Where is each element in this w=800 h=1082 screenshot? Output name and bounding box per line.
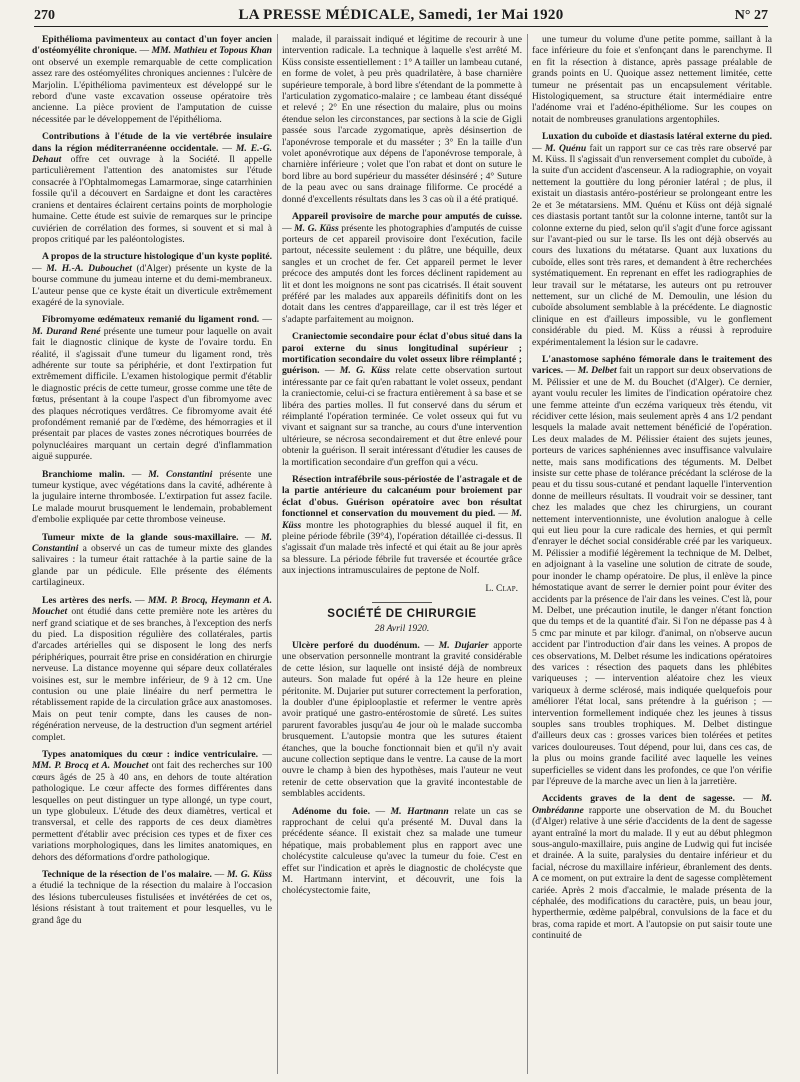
article-title: Résection intrafébrile sous-périostée de l'astragale et de la partie antérieure du calcanéum pour broiement par éclat d'obus. Guérison opératoire avec bon résultat fonctionnel et conservation du mouvement du pied. bbox=[282, 474, 522, 520]
article-paragraph: Luxation du cuboïde et diastasis latéral externe du pied. — M. Quénu fait un rapport sur ce cas très rare observé par M. Küss. Il s'agissait d'un renversement complet du cuboïde, à la suite d'un accident d'ascenseur. A la radiographie, on voyait nettement la gouttière du long péronier latéral ; de plus, il existait un diastasis antéro-postérieur se prolongeant entre les 2e et 3e métatarsiens. MM. Quénu et Küss ont déjà signalé ces diastasis portant tantôt sur la colonne interne, tantôt sur la colonne externe du pied, selon qu'il s'agit d'une force agissant sur l'avant-pied ou sur le tarse. Ils les ont déjà observés au cours des luxations du métatarse. Quant aux luxations du cuboïde, elles sont très rares, et demandent à être recherchées systématiquement. En reprenant en effet les radiographies de leur travail sur le métatarse, les auteurs ont pu retrouver nettement, sur un cliché de M. Demoulin, une lésion du cuboïde absolument semblable à la précédente. Le diagnostic clinique en est d'ailleurs impossible, vu le gonflement considérable du pied. M. Küss a réussi à reproduire expérimentalement la lésion sur le cadavre. bbox=[532, 131, 772, 348]
article-text: ont observé un exemple remarquable de cette complication assez rare des ostéomyélites chroniques anciennes : l'ulcère de Marjolin. L'épithélioma pavimenteux est développé sur le rebord d'une vaste excavation osseuse opératoire très ancienne. La pièce provient de l'amputation de cuisse nécessitée par le développement de l'épithélioma. bbox=[32, 56, 272, 125]
column-1 bbox=[32, 34, 272, 1080]
article-text: présente une tumeur kystique, avec végétations dans la cavité, adhérente à la jugulaire interne thrombosée. L'extirpation fut assez facile. Le malade mourut brusquement le lendemain, probablement d'embolie expliquée par cette thrombose veineuse. bbox=[32, 468, 272, 526]
article-text: a étudié la technique de la résection du malaire à l'occasion des lésions tuberculeuses fistulisées et invétérées de cet os, lésions résistant à tout traitement et pour lesquelles, vu le grand âge du bbox=[32, 880, 272, 926]
article bbox=[282, 331, 522, 468]
header-rule bbox=[34, 26, 768, 27]
article bbox=[532, 34, 772, 125]
article-title: Contributions à l'étude de la vie vertébrée insulaire dans la région méditerranéenne occidentale. bbox=[32, 131, 272, 154]
article-paragraph: Résection intrafébrile sous-périostée de l'astragale et de la partie antérieure du calcanéum pour broiement par éclat d'obus. Guérison opératoire avec bon résultat fonctionnel et conservation du mouvement du pied. — M. Küss montre les photographies du blessé auquel il fit, en pleine période fébrile (39°4), l'opération détaillée ci-dessus. Il s'agissait d'un malade très infecté et qui était au 8e jour après sa blessure. La période fébrile fut traversée et écourtée grâce aux injections intramusculaires de peptone de Nolf. bbox=[282, 474, 522, 577]
article-paragraph: Ulcère perforé du duodénum. — M. Dujarier apporte une observation personnelle montrant la gravité considérable de cette lésion, sur laquelle ont insisté déjà de nombreux auteurs. Son malade fut opéré à la 12e heure en pleine péritonite. M. Dujarier put suturer correctement la perforation, la doubler d'une épiplooplastie et refermer le ventre après avoir pratiqué une gastro-entérostomie de sûreté. Les suites parurent favorables jusqu'au 4e jour où le malade succomba brusquement. L'autopsie montra que les sutures étaient étanches, que la bouche fonctionnait bien et qu'il n'y avait aucune collection septique dans le ventre. La cause de la mort ouvre le champ à bien des hypothèses, mais l'auteur ne veut retenir de cette observation que la gravité incontestable de semblables accidents. bbox=[282, 639, 522, 800]
article bbox=[32, 34, 272, 125]
article-paragraph: Fibromyome œdémateux remanié du ligament rond. — M. Durand René présente une tumeur pour laquelle on avait fait le diagnostic clinique de kyste de l'ovaire tordu. En réalité, il s'agissait d'une tumeur du ligament rond, très adhérente sur toute sa périphérie, et dont l'extirpation fut extrêmement difficile. L'examen histologique permit d'établir le diagnostic précis de cette tumeur, grosse comme une tête de fœtus, présentant à la coupe l'aspect d'un fibromyome avec des plaques nécrotiques verdâtres. Ce fibromyome avait été profondément remanié par de l'œdème, des hémorragies et il présentait par places de vastes zones nécrotiques bourrées de polynucléaires marquant un certain degré d'inflammation aiguë suppurée. bbox=[32, 314, 272, 463]
article-authors: M. G. Küss bbox=[294, 222, 339, 234]
article-paragraph: Epithélioma pavimenteux au contact d'un foyer ancien d'ostéomyélite chronique. — MM. Mathieu et Topous Khan ont observé un exemple remarquable de cette complication assez rare des ostéomyélites chroniques anciennes : l'ulcère de Marjolin. L'épithélioma pavimenteux est développé sur le rebord d'une vaste excavation osseuse opératoire très ancienne. La pièce provient de l'amputation de cuisse nécessitée par le développement de l'épithélioma. bbox=[32, 34, 272, 125]
article-paragraph: Branchiome malin. — M. Constantini présente une tumeur kystique, avec végétations dans la cavité, adhérente à la jugulaire interne thrombosée. L'extirpation fut assez facile. Le malade mourut brusquement le lendemain, probablement d'embolie expliquée par cette thrombose veineuse. bbox=[32, 468, 272, 526]
article-authors: M. Küss bbox=[282, 508, 522, 531]
article-authors: M. G. Küss bbox=[227, 869, 272, 881]
article-paragraph: Accidents graves de la dent de sagesse. — M. Ombrédanne rapporte une observation de M. du Bouchet (d'Alger) relative à une série d'accidents de la dent de sagesse ayant entraîné la mort du malade. Il y eut au début phlegmon sous-angulo-maxillaire, puis angine de Ludwig qui fut incisée et drainée. A la suite, paralysies du dentaire inférieur et du facial, nécrose du maxillaire inférieur, ébranlement des dents. A ce moment, on put extraire la dent de sagesse complètement cariée. Après 2 mois d'accalmie, le malade présenta de la céphalée, des modifications du caractère, puis, un beau jour, hyperthermie, œdème palpébral, convulsions de la face et du bras, coma rapide et mort. A l'autopsie on put saisir toute une continuité de bbox=[532, 793, 772, 942]
article-text: montre les photographies du blessé auquel il fit, en pleine période fébrile (39°4), l'opération détaillée ci-dessus. Il s'agissait d'un malade très infecté et qui était au 8e jour après sa blessure. La période fébrile fut traversée et écourtée grâce aux injections intramusculaires de peptone de Nolf. bbox=[282, 519, 522, 577]
article-text: fait un rapport sur deux observations de M. Pélissier et une de M. du Bouchet (d'Alger). Ce dernier, ayant voulu reculer les limites de l'indication opératoire chez une femme atteinte d'un eczéma variqueux très étendu, vit récidiver cette lésion, mais seulement après 4 ans 1/2 pendant lesquels la malade avait nettement bénéficié de l'opération. Les deux malades de M. Pélissier étaient des sujets jeunes, porteurs de varices saphéniennes avec insuffisance valvulaire nette, mais sans modifications des téguments. M. Delbet insiste sur cette phase de tolérance précédant la sclérose de la peau et du tissu sous-cutané et pendant laquelle l'intervention donne de meilleurs résultats. Il voudrait voir se dessiner, tant chez les malades que chez les chirurgiens, un courant nettement interventionniste, une évolution analogue à celle qui eut lieu pour la cure radicale des hernies, et qui permît d'enrayer le déchet social considérable créé par les variqueux. M. Pélissier a modifié légèrement la technique de M. Delbet, en adjoignant à la vaseline une solution de citrate de soude, pour inonder le champ opératoire. De plus, il enlève la pince hémostatique avant de serrer le dernier point pour éviter des accidents par la présence de l'air dans les veines. C'est là, pour M. Delbet, une précaution inutile, le danger n'étant fonction que du temps et de la quantité d'air. Si l'on ne dépasse pas 4 à 5 cmc par minute et par kilogr. d'animal, on n'observe aucun accident par l'introduction d'air dans les veines. A propos de ces observations, M. Delbet résume les indications opératoires des varices : résection des paquets dans les phlébites variqueuses ; — intervention aléatoire chez les vieux variqueux à derme sclérosé, mais indiquée quelquefois pour améliorer l'état local, sans prétendre à la guérison ; — intervention formellement indiquée chez les jeunes à tissus souples sans troubles trophiques. M. Delbet distingue d'ailleurs deux cas : grosses varices bien tolérées et petites varices douloureuses. Tout dépend, pour lui, dans ces cas, de la plus ou moins grande facilité avec laquelle les veines superficielles se vident dans les profondes, ce que l'on vérifie par l'épreuve de la marche avec un lien à la jarretière. bbox=[532, 365, 772, 787]
article bbox=[282, 640, 522, 800]
article-title: Ulcère perforé du duodénum. bbox=[292, 639, 420, 651]
article-authors: MM. Mathieu et Topous Khan bbox=[151, 45, 272, 57]
section-title: SOCIÉTÉ DE CHIRURGIE bbox=[327, 608, 477, 621]
article bbox=[282, 34, 522, 205]
article-title: Epithélioma pavimenteux au contact d'un foyer ancien d'ostéomyélite chronique. bbox=[32, 34, 272, 57]
article-authors: M. H.-A. Dubouchet bbox=[46, 262, 132, 274]
article-authors: M. G. Küss bbox=[339, 365, 390, 377]
article bbox=[282, 211, 522, 325]
article-title: Craniectomie secondaire pour éclat d'obus situé dans la paroi externe du sinus longitudinal supérieur ; mortification secondaire du volet osseux libre réimplanté ; guérison. bbox=[282, 331, 522, 377]
article-paragraph: Les artères des nerfs. — MM. P. Brocq, Heymann et A. Mouchet ont étudié dans cette première note les artères du nerf grand sciatique et de ses branches, à l'exception des nerfs du pied. La disposition régulière des collatérales, partis d'arcades artérielles qui se disposent le long des nerfs périphériques, pourrait être prise en considération en chirurgie nerveuse. La distance moyenne qui sépare deux collatérales voisines est, sur le membre inférieur, de 9 à 12 cm. Une contusion ou une plaie linéaire du nerf permettra le rétablissement rapide de la circulation grâce aux anastomoses. Mais on peut tenir compte, dans les causes de non-régénération nerveuse, de la destruction d'un segment artériel complet. bbox=[32, 594, 272, 743]
column-divider bbox=[277, 34, 278, 1074]
article-authors: M. Delbet bbox=[577, 365, 617, 377]
article bbox=[282, 474, 522, 577]
article-authors: M. Constantini bbox=[148, 468, 213, 480]
article-paragraph: Types anatomiques du cœur : indice ventriculaire. — MM. P. Brocq et A. Mouchet ont fait des recherches sur 100 cœurs âgés de 25 à 40 ans, en dehors de toute altération pathologique. Le cœur affecte des formes différentes dans lesquelles on peut distinguer un type allongé, un type court, un type globuleux. L'étude des deux diamètres, vertical et transversal, et celle des rapports de ces deux diamètres permettent d'établir avec précision ces types et de fixer ces variations morphologiques, dans les limites anatomiques, en dehors des déformations d'ordre pathologique. bbox=[32, 748, 272, 863]
article-title: Les artères des nerfs. bbox=[42, 594, 132, 606]
article bbox=[32, 869, 272, 926]
article bbox=[532, 354, 772, 787]
article-paragraph bbox=[282, 34, 522, 205]
article-paragraph: Tumeur mixte de la glande sous-maxillaire. — M. Constantini a observé un cas de tumeur mixte des glandes salivaires : la tumeur était rattachée à la partie saine de la glande par un pédicule. Elle présente des éléments cartilagineux. bbox=[32, 531, 272, 589]
article-title: Types anatomiques du cœur : indice ventriculaire. bbox=[42, 748, 259, 760]
article bbox=[532, 793, 772, 941]
article-text: (d'Alger) présente un kyste de la bourse commune du jumeau interne et du demi-membraneux. L'auteur pense que ce kyste était un diverticule extrêmement exagéré de la synoviale. bbox=[32, 262, 272, 308]
article bbox=[32, 749, 272, 863]
article-authors: M. E.-G. Dehaut bbox=[32, 142, 272, 166]
article-paragraph: L'anastomose saphéno fémorale dans le traitement des varices. — M. Delbet fait un rapport sur deux observations de M. Pélissier et une de M. du Bouchet (d'Alger). Ce dernier, ayant voulu reculer les limites de l'indication opératoire chez une femme atteinte d'un eczéma variqueux très étendu, vit récidiver cette lésion, mais seulement après 4 ans 1/2 pendant lesquels la malade avait nettement bénéficié de l'opération. Les deux malades de M. Pélissier étaient des sujets jeunes, porteurs de varices saphéniennes avec insuffisance valvulaire nette, mais sans modifications des téguments. M. Delbet insiste sur cette phase de tolérance précédant la sclérose de la peau et du tissu sous-cutané et pendant laquelle l'intervention donne de meilleurs résultats. Il voudrait voir se dessiner, tant chez les malades que chez les chirurgiens, un courant nettement interventionniste, une évolution analogue à celle qui eut lieu pour la cure radicale des hernies, et qui permît d'enrayer le déchet social considérable créé par les variqueux. M. Pélissier a modifié légèrement la technique de M. Delbet, en adjoignant à la vaseline une solution de citrate de soude, pour inonder le champ opératoire. De plus, il enlève la pince hémostatique avant de serrer le dernier point pour éviter des accidents par la présence de l'air dans les veines. C'est là, pour M. Delbet, une précaution inutile, le danger n'étant fonction que du temps et de la quantité d'air. Si l'on ne dépasse pas 4 à 5 cmc par minute et par kilogr. d'animal, on n'observe aucun accident par l'introduction d'air dans les veines. A propos de ces observations, M. Delbet résume les indications opératoires des varices : résection des paquets dans les phlébites variqueuses ; — intervention aléatoire chez les vieux variqueux à derme sclérosé, mais indiquée quelquefois pour améliorer l'état local, sans prétendre à la guérison ; — intervention formellement indiquée chez les jeunes à tissus souples sans troubles trophiques. M. Delbet distingue d'ailleurs deux cas : grosses varices bien tolérées et petites varices douloureuses. Tout dépend, pour lui, dans ces cas, de la plus ou moins grande facilité avec laquelle les veines superficielles se vident dans les profondes, ce que l'on vérifie par l'épreuve de la marche avec un lien à la jarretière. bbox=[532, 353, 772, 787]
column-3 bbox=[532, 34, 772, 1080]
article bbox=[282, 806, 522, 897]
article-text: fait un rapport sur ce cas très rare observé par M. Küss. Il s'agissait d'un renversement complet du cuboïde, à la suite d'un accident d'ascenseur. A la radiographie, on voyait nettement la gouttière du long péronier latéral ; de plus, il existait un diastasis antéro-postérieur se prolongeant entre les 2e et 3e métatarsiens. MM. Quénu et Küss ont déjà signalé ces diastasis portant tantôt sur la colonne interne, tantôt sur la colonne externe du pied, selon qu'il s'agit d'une force agissant sur l'avant-pied ou sur le tarse. Ils les ont déjà observés au cours des luxations du métatarse. Quant aux luxations du cuboïde, elles sont très rares, et demandent à être recherchées systématiquement. En reprenant en effet les radiographies de leur travail sur le métatarse, les auteurs ont pu retrouver nettement, sur un cliché de M. Demoulin, une lésion du cuboïde absolument semblable à la précédente. Le diagnostic clinique en est d'ailleurs impossible, vu le gonflement considérable du pied. M. Küss a réussi à reproduire expérimentalement la lésion sur le cadavre. bbox=[532, 142, 772, 348]
signature: L. Clap. bbox=[485, 582, 518, 594]
page-number: 270 bbox=[34, 8, 55, 23]
article-title: L'anastomose saphéno fémorale dans le traitement des varices. bbox=[532, 353, 772, 377]
issue-number: N° 27 bbox=[734, 8, 768, 23]
column-divider bbox=[527, 34, 528, 1074]
article-text: apporte une observation personnelle montrant la gravité considérable de cette lésion, sur laquelle ont insisté déjà de nombreux auteurs. Son malade fut opéré à la 12e heure en pleine péritonite. M. Dujarier put suturer correctement la perforation, la doubler d'une épiplooplastie et refermer le ventre après avoir pratiqué une gastro-entérostomie de sûreté. Les suites parurent favorables jusqu'au 4e jour où le malade succomba brusquement. L'autopsie montra que les sutures étaient étanches, que la bouche fonctionnait bien et qu'il n'y avait aucune collection septique dans le ventre. La cause de la mort ouvre le champ à bien des hypothèses, mais l'auteur ne veut retenir de cette observation que la gravité incontestable de semblables accidents. bbox=[282, 639, 522, 800]
article-text: présente une tumeur pour laquelle on avait fait le diagnostic clinique de kyste de l'ovaire tordu. En réalité, il s'agissait d'une tumeur du ligament rond, très adhérente sur toute sa périphérie, et dont l'extirpation fut extrêmement difficile. L'examen histologique permit d'établir le diagnostic précis de cette tumeur, grosse comme une tête de fœtus, présentant à la coupe l'aspect d'un fibromyome avec des plaques nécrotiques verdâtres. Ce fibromyome avait été profondément remanié par de l'œdème, des hémorragies et il présentait par places de vastes zones nécrotiques bourrées de polynucléaires marquant un certain degré d'inflammation aiguë suppurée. bbox=[32, 325, 272, 463]
article-authors: MM. P. Brocq et A. Mouchet bbox=[32, 760, 149, 772]
article-authors: M. Constantini bbox=[32, 531, 272, 555]
article bbox=[32, 251, 272, 308]
article-paragraph: Contributions à l'étude de la vie vertébrée insulaire dans la région méditerranéenne occidentale. — M. E.-G. Dehaut offre cet ouvrage à la Société. Il appelle particulièrement l'attention des anatomistes sur l'étude consacrée à l'Ophtalmomegas Lamarmorae, singe catarrhinien fossile qu'il a découvert en Sardaigne et dont les caractères craniens et dentaires éclairent certains points de morphologie humaine. Cette étude est suivie de remarques sur le principe cuviérien de corrélation des formes, si souvent et si mal à propos critiqué par les paléontologistes. bbox=[32, 131, 272, 245]
article-authors: M. Ombrédanne bbox=[532, 793, 772, 816]
article-title: Tumeur mixte de la glande sous-maxillaire. bbox=[42, 531, 239, 543]
article-paragraph: Craniectomie secondaire pour éclat d'obus situé dans la paroi externe du sinus longitudinal supérieur ; mortification secondaire du volet osseux libre réimplanté ; guérison. — M. G. Küss relate cette observation surtout intéressante par ce fait qu'en rabattant le volet osseux, pendant la craniectomie, celui-ci se fractura entièrement à sa base et se libéra des parties molles. Il fut conservé dans du sérum et réimplanté l'opération terminée. Ce volet osseux qui fut vu vivant et saignant sur sa tranche, au cours d'une intervention ultérieure, se nécrosa secondairement et dut être enlevé pour obtenir la guérison. Il serait intéressant d'étudier les causes de la mortification secondaire d'un greffon qui a vécu. bbox=[282, 331, 522, 468]
article-paragraph: Adénome du foie. — M. Hartmann relate un cas se rapprochant de celui qu'a présenté M. Duval dans la précédente séance. Il existait chez sa malade une tumeur hépatique, mais probablement plus en rapport avec une cholécystite calculeuse qu'avec la tumeur du foie. C'est en effet sur l'indication et après le diagnostic de cholécyste que M. Hartmann intervint, et découvrit, une fois la cholécystectomie faite, bbox=[282, 805, 522, 897]
article-text: rapporte une observation de M. du Bouchet (d'Alger) relative à une série d'accidents de la dent de sagesse ayant entraîné la mort du malade. Il y eut au début phlegmon sous-angulo-maxillaire, puis angine de Ludwig qui fut incisée et drainée. A la suite, paralysies du dentaire inférieur et du facial, nécrose du maxillaire inférieur, ébranlement des dents. A ce moment, on put extraire la dent de sagesse complètement cariée. Après 2 mois d'accalmie, le malade présenta de la céphalée, des modifications du caractère, puis, un beau jour, hyperthermie, œdème palpébral, convulsions de la face et du bras, coma rapide et mort. A l'autopsie on put saisir toute une continuité de bbox=[532, 804, 772, 942]
article-authors: M. Durand René bbox=[32, 325, 101, 337]
article bbox=[32, 131, 272, 245]
article-authors: M. Dujarier bbox=[438, 639, 489, 651]
article-authors: MM. P. Brocq, Heymann et A. Mouchet bbox=[32, 594, 272, 618]
article-title: Luxation du cuboïde et diastasis latéral externe du pied. bbox=[542, 131, 772, 143]
article-title: Fibromyome œdémateux remanié du ligament rond. bbox=[42, 314, 260, 326]
article-title: Branchiome malin. bbox=[42, 468, 125, 480]
article-text: présente les photographies d'amputés de cuisse porteurs de cet appareil provisoire dont l'exécution, facile partout, nécessite seulement : du plâtre, une béquille, deux sangles et un crochet de fer. Cet appareil permet le lever précoce des amputés dont les forces déclinent rapidement au lit et dont les moignons ne sont pas cicatrisés. Il était souvent préféré par les malades aux appareils définitifs dont on les dotait dans les centres d'appareillage, car il est très léger et s'adapte parfaitement au moignon. bbox=[282, 222, 522, 325]
article-text: a observé un cas de tumeur mixte des glandes salivaires : la tumeur était rattachée à la partie saine de la glande par un pédicule. Elle présente des éléments cartilagineux. bbox=[32, 543, 272, 589]
article-text: une tumeur du volume d'une petite pomme, saillant à la face inférieure du foie et s'enfonçant dans le parenchyme. Il en fit la résection à distance, après passage préalable de grands points en U. Quoique assez nettement limitée, cette tumeur ne présentait pas un encapsulement véritable. Histologiquement, sa structure était intermédiaire entre l'adénome vrai et l'adéno-épithéliome. Sur les coupes on notait de nombreuses granulations argentophiles. bbox=[532, 34, 772, 125]
page-header bbox=[34, 4, 768, 26]
article-paragraph: A propos de la structure histologique d'un kyste poplité. — M. H.-A. Dubouchet (d'Alger) présente un kyste de la bourse commune du jumeau interne et du demi-membraneux. L'auteur pense que ce kyste était un diverticule extrêmement exagéré de la synoviale. bbox=[32, 251, 272, 308]
article-title: Accidents graves de la dent de sagesse. bbox=[542, 793, 735, 805]
article-title: A propos de la structure histologique d'un kyste poplité. bbox=[42, 251, 272, 263]
section-divider bbox=[372, 602, 432, 603]
article bbox=[32, 314, 272, 462]
article-text: relate un cas se rapprochant de celui qu'a présenté M. Duval dans la précédente séance. Il existait chez sa malade une tumeur hépatique, mais probablement plus en rapport avec une cholécystite calculeuse qu'avec la tumeur du foie. C'est en effet sur l'indication et après le diagnostic de cholécyste que M. Hartmann intervint, et découvrit, une fois la cholécystectomie faite, bbox=[282, 805, 522, 897]
article-title: Appareil provisoire de marche pour amputés de cuisse. bbox=[292, 211, 522, 223]
article-authors: M. Quénu bbox=[544, 142, 587, 154]
article-paragraph: Appareil provisoire de marche pour amputés de cuisse. — M. G. Küss présente les photographies d'amputés de cuisse porteurs de cet appareil provisoire dont l'exécution, facile partout, nécessite seulement : du plâtre, une béquille, deux sangles et un crochet de fer. Cet appareil permet le lever précoce des amputés dont les forces déclinent rapidement au lit et dont les moignons ne sont pas cicatrisés. Il était souvent préféré par les malades aux appareils définitifs dont on les dotait dans les centres d'appareillage, car il est très léger et s'adapte parfaitement au moignon. bbox=[282, 211, 522, 325]
article-text: malade, il paraissait indiqué et légitime de recourir à une intervention radicale. La technique à laquelle s'est arrêté M. Küss consiste essentiellement : 1° A tailler un lambeau cutané, en forme de volet, à peu près quadrilatère, à base charnière supérieure temporale, à bord libre s'étendant de la pommette à l'articulation zygomatico-malaire ; ce lambeau étant disséqué et relevé ; 2° En une résection du malaire, plus ou moins étendue selon les circonstances, par sections à la scie de Gigli passée sous l'arcade zygomatique, après désinsertion de l'aponévrose temporale et du masséter ; 3° En la taille d'un volet aponévrotique aux dépens de l'aponévrose temporale, à charnière inférieure ; volet que l'on rabat et dont on suture le bord libre au bord supérieur du masséter désinséré ; 4° Suture de la peau avec ou sans drainage filiforme. Ce procédé a donné d'excellents résultats dans les 3 cas où il a été pratiqué. bbox=[282, 34, 522, 205]
article bbox=[32, 595, 272, 743]
article bbox=[32, 469, 272, 526]
journal-title: LA PRESSE MÉDICALE, Samedi, 1er Mai 1920 bbox=[238, 7, 564, 23]
section-date: 28 Avril 1920. bbox=[374, 622, 430, 634]
article-paragraph bbox=[532, 34, 772, 125]
article-text: relate cette observation surtout intéressante par ce fait qu'en rabattant le volet osseux, pendant la craniectomie, celui-ci se fractura entièrement à sa base et se libéra des parties molles. Il fut conservé dans du sérum et réimplanté l'opération terminée. Ce volet osseux qui fut vu vivant et saignant sur sa tranche, au cours d'une intervention ultérieure, se nécrosa secondairement et dut être enlevé pour obtenir la guérison. Il serait intéressant d'étudier les causes de la mortification secondaire d'un greffon qui a vécu. bbox=[282, 365, 522, 468]
article-text: ont fait des recherches sur 100 cœurs âgés de 25 à 40 ans, en dehors de toute altération pathologique. Le cœur affecte des formes différentes dans lesquelles on peut distinguer un type allongé, un type court, un type globuleux. L'étude des deux diamètres, vertical et transversal, et celle des rapports de ces deux diamètres permettent d'établir avec précision ces types et de fixer ces variations morphologiques, dans les limites anatomiques, en dehors des déformations d'ordre pathologique. bbox=[32, 760, 272, 863]
column-2 bbox=[282, 34, 522, 1080]
article-title: Technique de la résection de l'os malaire. bbox=[42, 869, 212, 881]
article-authors: M. Hartmann bbox=[390, 805, 449, 817]
article-text: offre cet ouvrage à la Société. Il appelle particulièrement l'attention des anatomistes sur l'étude consacrée à l'Ophtalmomegas Lamarmorae, singe catarrhinien fossile qu'il a découvert en Sardaigne et dont les caractères craniens et dentaires éclairent certains points de morphologie humaine. Cette étude est suivie de remarques sur le principe cuviérien de corrélation des formes, si souvent et si mal à propos critiqué par les paléontologistes. bbox=[32, 154, 272, 245]
article-text: ont étudié dans cette première note les artères du nerf grand sciatique et de ses branches, à l'exception des nerfs du pied. La disposition régulière des collatérales, partis d'arcades artérielles qui se disposent le long des nerfs périphériques, pourrait être prise en considération en chirurgie nerveuse. La distance moyenne qui sépare deux collatérales voisines est, sur le membre inférieur, de 9 à 12 cm. Une contusion ou une plaie linéaire du nerf permettra le rétablissement rapide de la circulation grâce aux anastomoses. Mais on peut tenir compte, dans les causes de non-régénération nerveuse, de la destruction d'un segment artériel complet. bbox=[32, 606, 272, 743]
article bbox=[32, 532, 272, 589]
article-title: Adénome du foie. bbox=[292, 805, 370, 817]
article bbox=[532, 131, 772, 348]
article-paragraph: Technique de la résection de l'os malaire. — M. G. Küss a étudié la technique de la résection du malaire à l'occasion des lésions tuberculeuses fistulisées et invétérées de cet os, lésions résistant à tout traitement et pour lesquelles, vu le grand âge du bbox=[32, 869, 272, 926]
